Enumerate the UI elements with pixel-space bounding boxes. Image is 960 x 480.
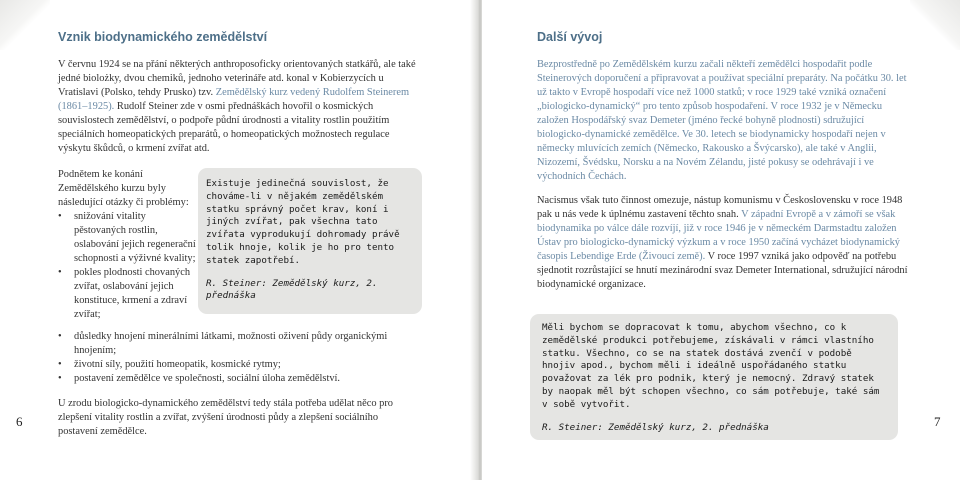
intro-paragraph	[58, 58, 420, 156]
page-number: 7	[934, 414, 941, 429]
postwar-paragraph	[537, 194, 909, 292]
quote-source: R. Steiner: Zemědělský kurz, 2. přednáška	[206, 277, 378, 302]
postwar-highlight: V západní Evropě a v zámoří se však biodynamika po válce dále rozvíjí, již v roce 1946 je v německém Darmstadtu založen Ústav pro biologicko-dynamický výzkum a v roce 1950 začíná vycházet biodynamický časopis Lebendige Erde (Živoucí země).	[537, 209, 900, 262]
intro-highlight: Zemědělský kurz vedený Rudolfem Steinerem (1861–1925).	[58, 87, 410, 112]
right-page-title: Další vývoj	[537, 30, 603, 44]
closing-paragraph: U zrodu biologicko-dynamického zemědělství tedy stála potřeba udělat něco pro zlepšení vitality rostlin a zvířat, zvýšení úrodnosti půdy a zlepšení sociálního postavení zemědělce.	[58, 398, 393, 437]
right-page	[482, 0, 960, 480]
left-page	[0, 0, 478, 480]
quote-source: R. Steiner: Zemědělský kurz, 2. přednáška	[542, 421, 769, 433]
history-paragraph: Bezprostředně po Zemědělském kurzu začali někteří zemědělci hospodařit podle Steinerových doporučení a připravovat a používat speciální preparáty. Na počátku 30. let už takto v Evropě hospodaří více než 1000 statků; v roce 1929 také vzniká označení „biologicko-dynamický“ pro tento způsob hospodaření. V roce 1932 je v Německu založen Hospodářský svaz Demeter (jméno řecké bohyně plodnosti) sdružující biologicko-dynamické zemědělce. Ve 30. letech se biodynamicky hospodaří nejen v německy mluvících zemích (Německo, Rakousko a Švýcarsko), ale také v Anglii, Nizozemí, Švédsku, Norsku a na Novém Zélandu, jisté pokusy se odehrávají i ve východních Čechách.	[537, 59, 907, 182]
list-item: • pokles plodnosti chovaných zvířat, oslabování jejich konstituce, krmení a zdraví zvířat;	[58, 266, 196, 322]
intro-text: V červnu 1924 se na přání některých anthroposoficky orientovaných statkářů, ale také jedné biolożky, dvou chemiků, jednoho veterináře atd. konal v Kobierzycích u Vratislavi (Polsko, tehdy Prusko) tzv.	[58, 59, 416, 98]
quote-text: Existuje jedinečná souvislost, že chováme-li v nějakém zemědělském statku správný počet krav, koní i jiných zvířat, pak všechna tato zvířata vyprodukují dohromady právě tolik hnoje, kolik je ho pro tento statek zapotřebí.	[206, 178, 400, 266]
quote-box	[198, 168, 422, 314]
bullet-list-wide	[58, 330, 420, 386]
list-item: • snižování vitality pěstovaných rostlin, oslabování jejich regenerační schopnosti a výživné kvality;	[58, 210, 196, 266]
list-item: • postavení zemědělce ve společnosti, sociální úloha zemědělství.	[58, 372, 420, 386]
page-corner-decoration	[0, 0, 50, 50]
lead-paragraph: Podnětem ke konání Zemědělského kurzu byly následující otázky či problémy:	[58, 169, 189, 208]
bullet-list-narrow	[58, 210, 196, 322]
intro-text-continued: Rudolf Steiner zde v osmi přednáškách hovořil o kosmických souvislostech zemědělství, o podpoře půdní úrodnosti a vitality rostlin použitím speciálních homeopatických preparátů, o homeopatických možnostech regulace výskytu škůdců, o krmení zvířat atd.	[58, 101, 390, 154]
quote-box	[530, 314, 898, 440]
postwar-text: Nacismus však tuto činnost omezuje, nástup komunismu v Československu v roce 1948 pak u nás vede k úplnému zastavení těchto snah.	[537, 195, 903, 220]
page-corner-decoration	[910, 0, 960, 50]
postwar-text-continued: V roce 1997 vzniká jako odpověď na potřebu sjednotit rozrůstající se hnutí mezinárodní svaz Demeter International, sdružující národní biodynamické organizace.	[537, 251, 908, 290]
list-item: • životní síly, použití homeopatik, kosmické rytmy;	[58, 358, 420, 372]
left-page-title: Vznik biodynamického zemědělství	[58, 30, 268, 44]
page-number: 6	[16, 414, 23, 429]
quote-text: Měli bychom se dopracovat k tomu, abychom všechno, co k zemědělské produkci potřebujeme, získávali v rámci vlastního statku. Všechno, co se na statek dostává zvenčí v podobě hnojiv apod., bychom měli i ideálně uspořádaného statku považovat za lék pro podnik, který je nemocný. Zdravý statek by naopak měl být schopen všechno, co sám potřebuje, také sám v sobě vytvořit.	[542, 322, 880, 410]
list-item: • důsledky hnojení minerálními látkami, možnosti oživení půdy organickými hnojením;	[58, 330, 420, 358]
